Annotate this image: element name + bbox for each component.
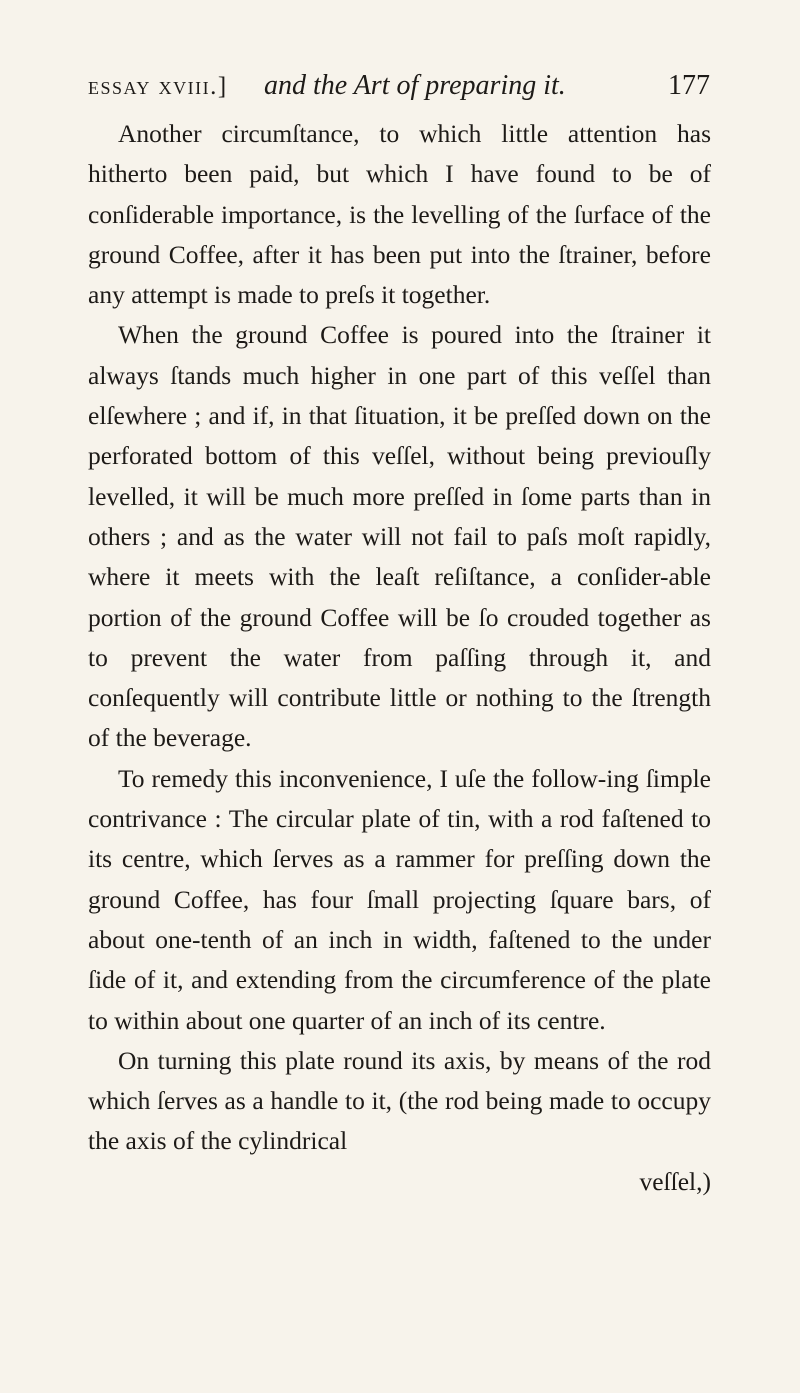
essay-label: essay xviii.] bbox=[88, 73, 228, 100]
running-header bbox=[88, 70, 710, 110]
paragraph: Another circumſtance, to which little attention has hitherto been paid, but which I have found to be of conſiderable importance, is the levelling of the ſurface of the ground Coffee, after it has been put into the ſtrainer, before any attempt is made to preſs it together. bbox=[88, 119, 711, 310]
final-line: veſſel,) bbox=[639, 1166, 711, 1196]
paragraph: When the ground Coffee is poured into the ſtrainer it always ſtands much higher in one part of this veſſel than elſewhere ; and if, in that ſituation, it be preſſed down on the perforated bottom of this veſſel, without being previouſly levelled, it will be much more preſſed in ſome parts than in others ; and as the water will not fail to paſs moſt rapidly, where it meets with the leaſt reſiſtance, a conſider-able portion of the ground Coffee will be ſo crouded together as to prevent the water from paſſing through it, and conſequently will contribute little or nothing to the ſtrength of the beverage. bbox=[88, 320, 711, 753]
page-number: 177 bbox=[668, 70, 710, 101]
running-title: and the Art of preparing it. bbox=[264, 70, 566, 101]
paragraph: On turning this plate round its axis, by means of the rod which ſerves as a handle to it, (the rod being made to occupy the axis of the cylindrical bbox=[88, 1045, 711, 1156]
paragraph: To remedy this inconvenience, I uſe the follow-ing ſimple contrivance : The circular plate of tin, with a rod faſtened to its centre, which ſerves as a rammer for preſſing down the ground Coffee, has four ſmall projecting ſquare bars, of about one-tenth of an inch in width, faſtened to the under ſide of it, and extending from the circumference of the plate to within about one quarter of an inch of its centre. bbox=[88, 763, 711, 1035]
body-text bbox=[88, 114, 711, 1202]
